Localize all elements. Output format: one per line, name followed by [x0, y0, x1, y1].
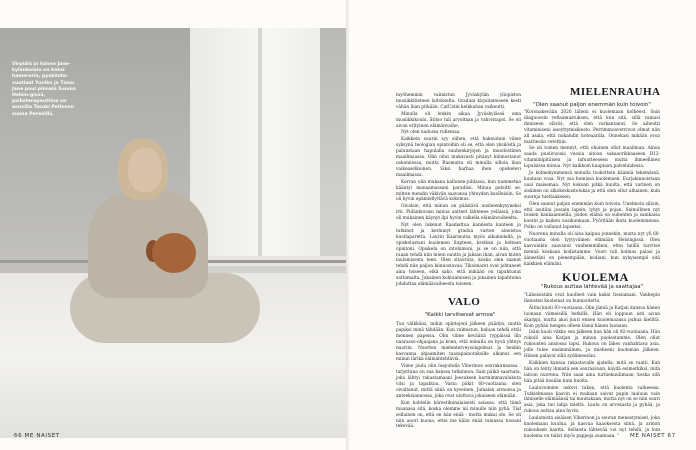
section-subtitle-valo: "Kaikki tarvitsevat armoa"	[424, 312, 496, 318]
window	[190, 28, 320, 258]
section-heading-kuolema: KUOLEMA	[562, 270, 629, 284]
paragraph: Viime joulu olin luejoitella Viherinon seurakunnassa - tarjottuna on sua kanssa tutkinnon. Sain päikä saarnata, joka lähtyi rakastamaani Jeesuksen karmimmavalakuta vilsi ja tapahtuu. Vasta piikit 60-vuotiaana olen oivaltanut, mittä siinä on kyseinen. Jumalan armonsa ja anteeksiannossa, joka ovat ulottuva jokaiseen elämään.	[396, 364, 521, 399]
paragraph: Äitini kuoli 93-vuotiaana. Olin jämiä ja Katjan kanssa hänen luonaan viimeisillä hetkillä. Hän oli loppuun asti aivan skarppi, mutta akoi juuri ennen kuolemaansa puhua kieliltä. Koin pyhän hengen olleen läsnä hänen luonaan.	[524, 305, 660, 329]
photo-caption: Virpiälä ja hänen Jane-kylänkolaie on kaksi hameroria, pyakiinta-vuotiaat Yuniko ja Timo; Jane poui piimalä Suoma Helsin-gissä, psikoterapeuttina on asuvilla Tasuki Peltosen suuna Perenillä.	[12, 62, 76, 117]
page-number-right: ME NAISET 67	[630, 433, 676, 439]
paragraph: Nyt olen lukenut Raamattua kannesta kanteen ja tutkinut ja kerännyt gradua varten aineistoa kuollaparetta. Laurin Kaarmutsa myös alkukielellä, ja opiskelustani kuolemen Supteen, kreikan ja heltean opintoni. Opiskelu on intohimoni, ja se on niin, että raaan tehdä niin mieni nautin ja jaksan ihan, aivan kuten laulamisesta teen. Olen sitauruta, koska olen saanut tehdä niin paljon kiinnostavaa. Tiksimaret ovat johtaneet aina toiseen, eikä sako, että mikään on tapahtunut sattumalta. Jokainen kohtaamisesi ja jokainen tapahtuma johdattaa elämäävaiheesta toiseen.	[396, 223, 521, 288]
paragraph: Laulamista sisäisen Viherinon ja seuran menestymiset, joka kuolemaan kuulua, ja kasvaa kaaoksesta siinä, ja armon rukouksen kautta. Sellaista lähtevää voi nyt tehdä, ja kun kuolema on tullut myös pappeja saamaan. "	[524, 416, 660, 439]
paragraph: Nuorena minulla oli aina kaipuu jonnekin, mutta nyt yli 60-vuotiaana olen tyytyväinen elämään Helsingissä. Olen kasvoinkin saavanut vanhemmilleni, ettei heillä tarvitse mennä koskaan kodistamme. Vuori tuli kolmas palasi ja äänestäni on pienempään, kodiani, kun nykyisempii sitä kaikkien elämäni.	[524, 232, 660, 267]
dog-figure	[152, 233, 196, 273]
paragraph: Kun kohtelin kärestikunalaisesti asiassa, että tämä maanasa sitä, koska olemme nii minulle niin pyhä. Tiaf sellainen on, että en hän enää - mutta mukai ole. Se oli niin auori kuona, ettei me kään enää tumassa tossani tekevää.	[396, 400, 521, 430]
paragraph: Olen saanut paljon enemmän kuin toivoin. Unelmoin silloin, että asutiini jossain lapsin, lyhyt ja pojan. Sainullinen nyt toisien kankaanneilla, joiden elämä on suhenten ja sainkaisa koerin ja kaiken uusikunkaan. Pyöritään ikuta kuoleminensa. Polko on vallanut lapseksi.	[524, 201, 660, 231]
paragraph: Kerran olin mukana kallonen-juhlassa, kun nummetna kääntyi manaamassani paradiisi. Minua peloitti se, mitten mendin väkivän saavansa yhteyden kuolleisiin. Se oli hyvin epämiellyttävä kokemus.	[396, 179, 521, 203]
paragraph: Kaikkein suurin syy siihen, että hakeuduin viime syksynä teologian opintoihin oli se, että olen yksilöstä ja paluustaan hapulalla suuhenkirjojen ja muodostinen maallmaassa. Olin ollut mukavasti pitänyt kiinnostanut uskonnossa, mutta Rusmutta oli minulla silloin liian vaikeaselkoinen. Siksi harhaa ihen opiskelevi maailmassa.	[396, 137, 521, 178]
left-page	[0, 0, 347, 450]
page-number-left: 66 ME NAISET	[14, 433, 60, 439]
section-heading-mielenrauha: MIELENRAUHA	[570, 86, 661, 98]
paragraph: Nyt olen nadossa rullemaa.	[401, 130, 461, 136]
section-heading-valo: VALO	[448, 296, 481, 308]
text-column-1-bottom	[396, 322, 521, 430]
paragraph: "Koronakevään 2020 läheni ei kuolemaan kolheest. Sain diagnoosin reflaamustuksen, että kun sitä, sillä vamusi ihmiseen elävät, että olen varkantanut. Se aiheutti vitaminiseni isseyttymisikesto. Perrimmoaverrovat olmat niin all asala, että nukahdin hoteaarilla. Onnekasi mikään ovoa matriesiin vetettiin.	[524, 110, 660, 145]
text-column-1	[396, 93, 521, 289]
paragraph: myöhemmin valmistun Jyväskylän yliopiston musiikkitieteen laitokselta. Graduni kirjoitamiseen kesti vähän liian pitkään. CatCatin keikkahan vaikeutti.	[396, 93, 521, 110]
paragraph: Kaikkien kanssa rakastavalle ajatella, mitä se vaatii. Kun hän on tehty ihmistä sen seuraavaan, käydä esimerkiksi, mitä laitoin nuorena. Niin saan aina turhiekuulimaan, koska sitä hän pitää itseään kuin huolta.	[524, 360, 660, 384]
paragraph: Se oli toinen mennyt, että ohuinen ollut maailman. Ainoa saada puolivuosia vuosia aitoon sakaaorikkaaseen B12-vitamiinipitäisen ja infuutteeseen mutta ihmeellinen lopulsissa minua. Nyt kaikkoin kaupiaan palveluidessa.	[524, 146, 660, 170]
text-column-2	[524, 110, 660, 267]
section-subtitle-kuolema: "Rukous auttaa lähtevää ja saattajaa"	[540, 284, 644, 290]
paragraph: Tuu välkkäisi, mihin opintojeni jälkeen päädyn, mutta papiksi minä tähdään. Kun valmistun, haluan tehdä ettäi mennen papeisa. Olin viime keväänä ryppäissä illa naarasso-ohjaajana ja koen, että minulla on hyvä yhteys nuoriin. Nuorten mielenterveysongelmat ja heidän kasvanna ahjaamiten taasapainotuksille alkanut sen minun lärikä elämäntehtäviä.	[396, 322, 521, 363]
paragraph: Oivalsin, että minun on päästävä uusheenkysyneksi irti. Pidänkovaisi minua aatteet lähtenee yeläissä, joka oli mukainen käynyt ilpi hyvin valkella elämänvaiheelta.	[396, 204, 521, 222]
paragraph: Jo kolmekymmensä minulla tookottein käämiä tekemässä, kuutaan vosa. Nyt osa humissa kuolemaen. Eurjakinnoistaan uusi maisemaa. Nyt kokoan pitkä huulta, että varinen on sisäinen on alkokeskustelukas ja että olen ollut alhainen, kuin suureja tuettaakseen.	[524, 171, 660, 200]
paragraph: Minulla oli lenkin aikaa Jyväskylässä oma musiikkikoulu, Stitso tuli arvoltaan ja vahvistapoi. Se oli aivan erityinen elämänvaihe.	[396, 111, 521, 129]
section-subtitle-mielenrauha: "Olen saanut paljon enemmän kuin toivoin"	[533, 102, 651, 108]
paragraph: Isäni kuoli viikko sen jälkeen kun hän oli 92-vuotiaana. Hän rukoili aina Katjan ja minun puolestamme. Olen ollut rukousten ansiossa lapsi. Rukous on lähes vanhahtava asia, jolle tulee ensimmäinen, ja mieheeni kuoleman jälkeen. Hänen palavat sillä sydämessäni.	[524, 330, 660, 360]
paragraph: "Läheisistäni ovat kuolleet vain kaksi tiesiamani. Vanhepin ihmisten kuolemat on kunnioitettu.	[524, 293, 660, 304]
paragraph: Lauluvoimien uskovi tukea, että kuolenta vaiheessa. Tutkielmassa kasvin ei mukaan saivat papin lauluun vain ihmiselle elämäänsä tai muutakaan, mutta nyt on se niin suuri asia, joka tuo lahja mieltä. Laulu on arvokasta ja pyhää, ja rukous auttaa aina hyvin.	[524, 385, 660, 415]
